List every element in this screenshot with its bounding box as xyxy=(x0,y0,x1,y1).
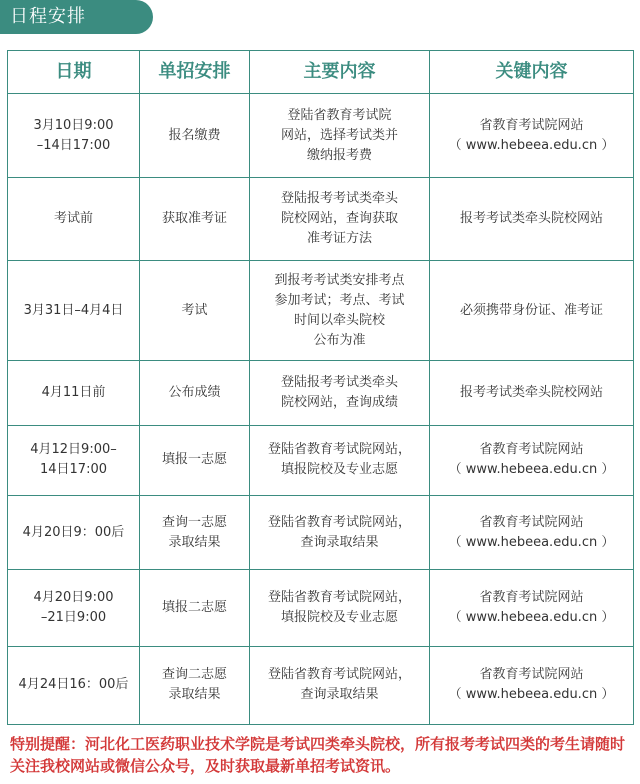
arrangement-cell-line: 查询二志愿 xyxy=(161,667,227,683)
date-cell-line: 14日17:00 xyxy=(39,462,107,478)
date-cell xyxy=(8,361,140,425)
section-title-tab xyxy=(0,0,153,34)
date-cell-line: 4月20日9:00 xyxy=(33,589,114,605)
key-cell-line: 报考考试类牵头院校网站 xyxy=(459,211,603,227)
date-cell-line: 4月24日16：00后 xyxy=(18,677,129,693)
table-header-row xyxy=(8,51,634,94)
table-row xyxy=(8,260,634,360)
key-cell xyxy=(430,570,634,646)
content-cell-line: 准考证方法 xyxy=(306,231,372,247)
date-cell xyxy=(8,94,140,178)
schedule-table xyxy=(7,50,634,725)
content-cell-line: 查询录取结果 xyxy=(300,534,379,550)
table-body xyxy=(8,94,634,725)
key-cell-line: 省教育考试院网站 xyxy=(479,589,584,605)
content-cell-line: 填报院校及专业志愿 xyxy=(280,609,398,625)
key-cell xyxy=(430,361,634,425)
arrangement-cell-line: 录取结果 xyxy=(168,534,221,550)
content-cell-line: 登陆省教育考试院网站， xyxy=(267,442,411,458)
key-cell-line: （ www.hebeea.edu.cn ） xyxy=(448,609,615,625)
date-cell xyxy=(8,495,140,569)
table-row xyxy=(8,425,634,495)
date-cell-line: –21日9:00 xyxy=(40,609,107,625)
arrangement-cell-line: 考试 xyxy=(181,302,208,318)
table-row xyxy=(8,361,634,425)
date-cell-line: 4月12日9:00– xyxy=(30,442,117,458)
content-cell-line: 时间以牵头院校 xyxy=(293,312,385,328)
content-cell xyxy=(250,94,430,178)
date-cell xyxy=(8,425,140,495)
date-cell-line: 4月20日9：00后 xyxy=(22,524,125,540)
key-cell-line: 报考考试类牵头院校网站 xyxy=(459,384,603,400)
header-key: 关键内容 xyxy=(430,51,634,94)
content-cell-line: 缴纳报考费 xyxy=(306,147,372,163)
date-cell xyxy=(8,570,140,646)
arrangement-cell xyxy=(140,495,250,569)
arrangement-cell xyxy=(140,570,250,646)
arrangement-cell xyxy=(140,425,250,495)
arrangement-cell-line: 填报二志愿 xyxy=(161,599,227,615)
arrangement-cell xyxy=(140,260,250,360)
content-cell-line: 登陆省教育考试院网站， xyxy=(267,514,411,530)
key-cell-line: 省教育考试院网站 xyxy=(479,117,584,133)
header-arrangement: 单招安排 xyxy=(140,51,250,94)
header-date: 日期 xyxy=(8,51,140,94)
content-cell xyxy=(250,495,430,569)
arrangement-cell-line: 填报一志愿 xyxy=(161,452,227,468)
date-cell-line: 考试前 xyxy=(53,211,93,227)
date-cell xyxy=(8,178,140,260)
key-cell xyxy=(430,260,634,360)
key-cell-line: 省教育考试院网站 xyxy=(479,514,584,530)
content-cell-line: 参加考试；考点、考试 xyxy=(274,292,405,308)
content-cell-line: 登陆报考考试类牵头 xyxy=(280,374,398,390)
date-cell xyxy=(8,646,140,724)
key-cell-line: （ www.hebeea.edu.cn ） xyxy=(448,462,615,478)
key-cell-line: 省教育考试院网站 xyxy=(479,667,584,683)
content-cell-line: 登陆报考考试类牵头 xyxy=(280,191,398,207)
key-cell-line: （ www.hebeea.edu.cn ） xyxy=(448,534,615,550)
key-cell-line: （ www.hebeea.edu.cn ） xyxy=(448,687,615,703)
content-cell-line: 院校网站，查询获取 xyxy=(280,211,398,227)
content-cell-line: 填报院校及专业志愿 xyxy=(280,462,398,478)
date-cell-line: 4月11日前 xyxy=(41,384,106,400)
key-cell xyxy=(430,646,634,724)
table-row xyxy=(8,495,634,569)
content-cell-line: 登陆省教育考试院 xyxy=(287,107,392,123)
content-cell xyxy=(250,178,430,260)
table-row xyxy=(8,94,634,178)
key-cell xyxy=(430,94,634,178)
section-title: 日程安排 xyxy=(10,6,86,27)
arrangement-cell xyxy=(140,178,250,260)
key-cell-line: （ www.hebeea.edu.cn ） xyxy=(448,137,615,153)
arrangement-cell-line: 录取结果 xyxy=(168,687,221,703)
key-cell xyxy=(430,495,634,569)
content-cell-line: 公布为准 xyxy=(313,332,366,348)
content-cell xyxy=(250,646,430,724)
arrangement-cell-line: 公布成绩 xyxy=(168,384,221,400)
content-cell-line: 查询录取结果 xyxy=(300,687,379,703)
key-cell xyxy=(430,425,634,495)
arrangement-cell xyxy=(140,94,250,178)
content-cell-line: 登陆省教育考试院网站， xyxy=(267,667,411,683)
date-cell-line: –14日17:00 xyxy=(36,137,111,153)
content-cell xyxy=(250,361,430,425)
key-cell-line: 省教育考试院网站 xyxy=(479,442,584,458)
table-row xyxy=(8,646,634,724)
content-cell xyxy=(250,260,430,360)
arrangement-cell-line: 查询一志愿 xyxy=(161,514,227,530)
arrangement-cell xyxy=(140,361,250,425)
content-cell xyxy=(250,570,430,646)
content-cell-line: 登陆省教育考试院网站， xyxy=(267,589,411,605)
header-content: 主要内容 xyxy=(250,51,430,94)
date-cell xyxy=(8,260,140,360)
table-row xyxy=(8,570,634,646)
date-cell-line: 3月31日–4月4日 xyxy=(23,302,124,318)
date-cell-line: 3月10日9:00 xyxy=(33,117,114,133)
arrangement-cell-line: 报名缴费 xyxy=(168,127,221,143)
arrangement-cell-line: 获取准考证 xyxy=(161,211,227,227)
table-row xyxy=(8,178,634,260)
key-cell-line: 必须携带身份证、准考证 xyxy=(459,302,603,318)
special-reminder: 特别提醒：河北化工医药职业技术学院是考试四类牵头院校，所有报考考试四类的考生请随时关注我校网站或微信公众号，及时获取最新单招考试资讯。 xyxy=(10,735,626,775)
content-cell-line: 到报考考试类安排考点 xyxy=(274,272,405,288)
content-cell-line: 院校网站，查询成绩 xyxy=(280,394,398,410)
content-cell xyxy=(250,425,430,495)
content-cell-line: 网站，选择考试类并 xyxy=(280,127,398,143)
arrangement-cell xyxy=(140,646,250,724)
key-cell xyxy=(430,178,634,260)
